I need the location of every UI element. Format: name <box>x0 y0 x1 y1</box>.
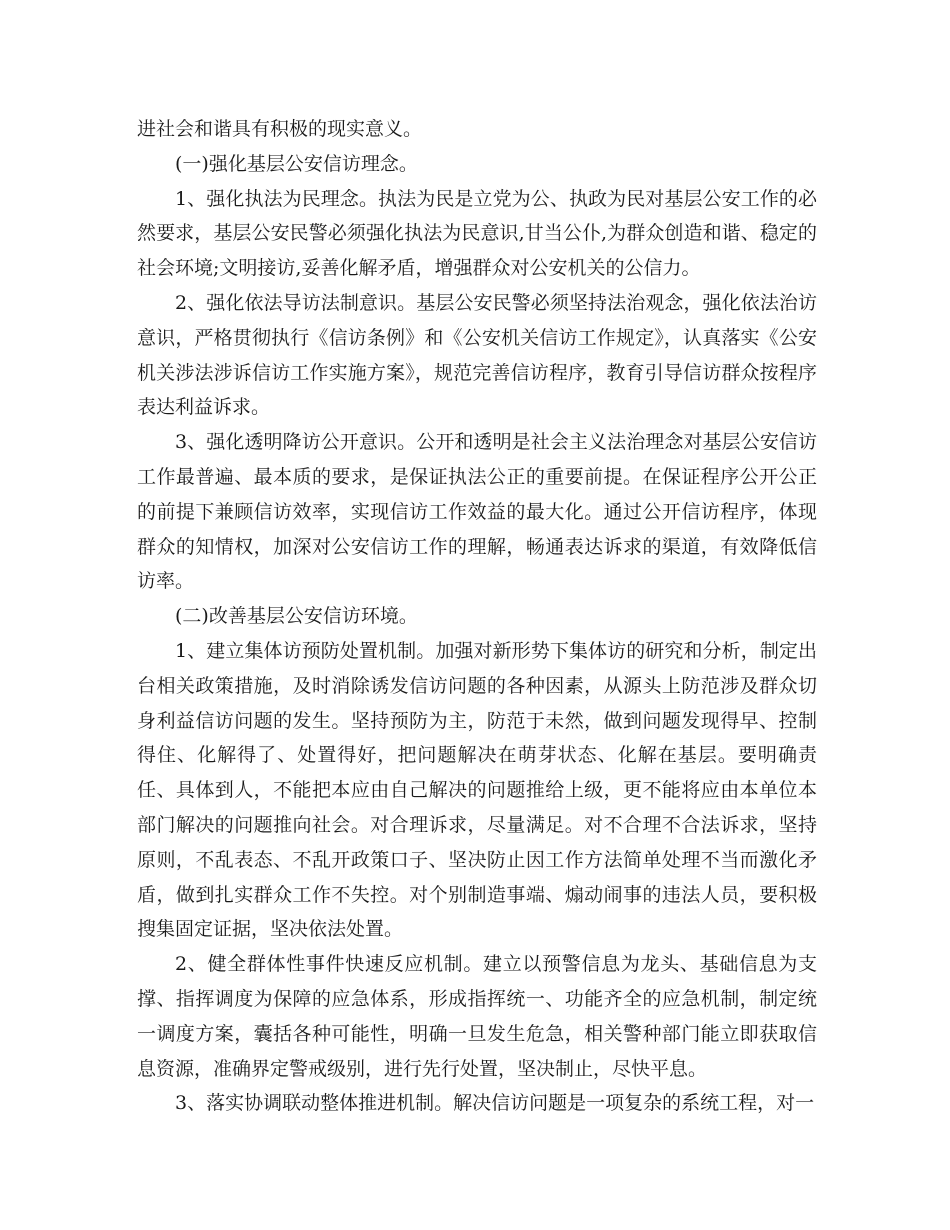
section-heading-2: (二)改善基层公安信访环境。 <box>175 605 418 628</box>
paragraph: 1、强化执法为民理念。执法为民是立党为公、执政为民对基层公安工作的必然要求，基层公安民警必须强化执法为民意识,甘当公仆,为群众创造和谐、稳定的社会环境;文明接访,妥善化解矛盾，增强群众对公安机关的公信力。 <box>137 187 817 280</box>
paragraph: 3、落实协调联动整体推进机制。解决信访问题是一项复杂的系统工程，对一 <box>175 1092 815 1115</box>
paragraph: 2、健全群体性事件快速反应机制。建立以预警信息为龙头、基础信息为支撑、指挥调度为保障的应急体系，形成指挥统一、功能齐全的应急机制，制定统一调度方案，囊括各种可能性，明确一旦发生危急，相关警种部门能立即获取信息资源，准确界定警戒级别，进行先行处置，坚决制止，尽快平息。 <box>137 953 817 1080</box>
paragraph: 1、建立集体访预防处置机制。加强对新形势下集体访的研究和分析，制定出台相关政策措施，及时消除诱发信访问题的各种因素，从源头上防范涉及群众切身利益信访问题的发生。坚持预防为主，防范于未然，做到问题发现得早、控制得住、化解得了、处置得好，把问题解决在萌芽状态、化解在基层。要明确责任、具体到人，不能把本应由自己解决的问题推给上级，更不能将应由本单位本部门解决的问题推向社会。对合理诉求，尽量满足。对不合理不合法诉求，坚持原则，不乱表态、不乱开政策口子、坚决防止因工作方法简单处理不当而激化矛盾，做到扎实群众工作不失控。对个别制造事端、煽动闹事的违法人员，要积极搜集固定证据，坚决依法处置。 <box>137 639 817 941</box>
paragraph: 3、强化透明降访公开意识。公开和透明是社会主义法治理念对基层公安信访工作最普遍、最本质的要求，是保证执法公正的重要前提。在保证程序公开公正的前提下兼顾信访效率，实现信访工作效益的最大化。通过公开信访程序，体现群众的知情权，加深对公安信访工作的理解，畅通表达诉求的渠道，有效降低信访率。 <box>137 431 817 593</box>
paragraph: 2、强化依法导访法制意识。基层公安民警必须坚持法治观念，强化依法治访意识，严格贯彻执行《信访条例》和《公安机关信访工作规定》，认真落实《公安机关涉法涉诉信访工作实施方案》，规范完善信访程序，教育引导信访群众按程序表达利益诉求。 <box>137 291 817 419</box>
document-body <box>137 112 817 1121</box>
section-heading-1: (一)强化基层公安信访理念。 <box>175 152 418 175</box>
paragraph-continuation: 进社会和谐具有积极的现实意义。 <box>137 118 423 140</box>
